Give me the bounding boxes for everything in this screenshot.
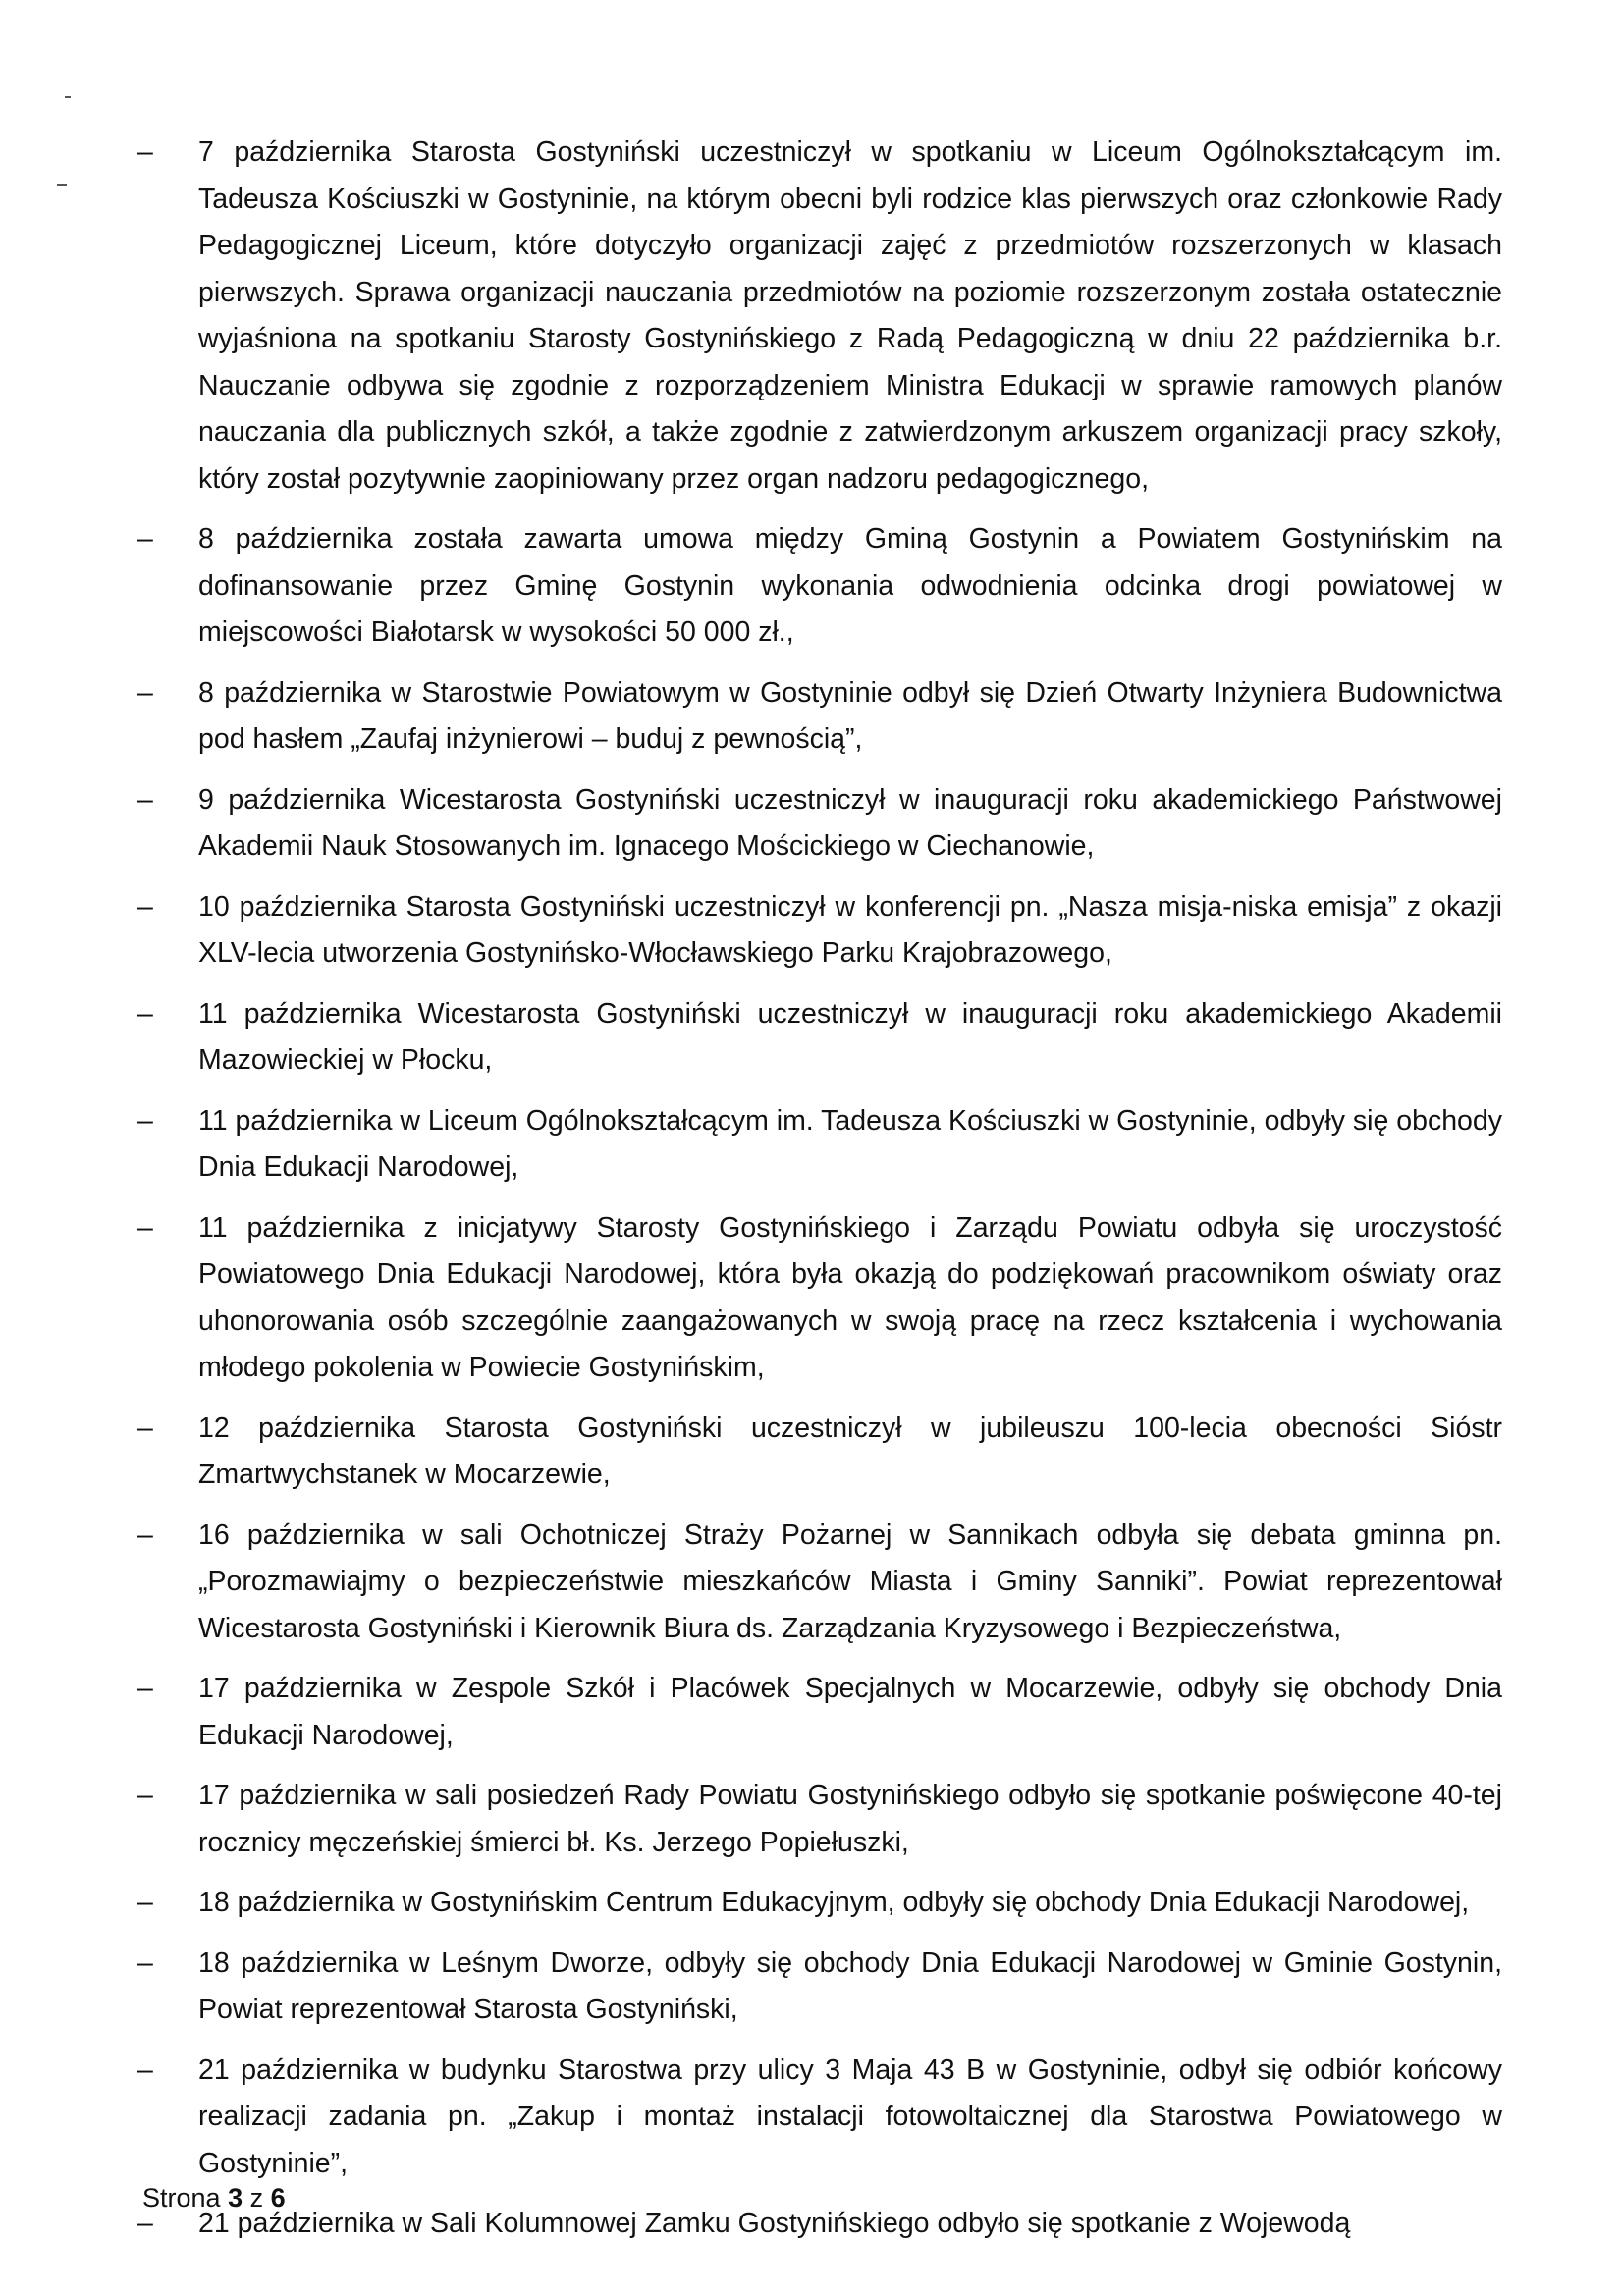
list-item-text: 11 października z inicjatywy Starosty Gostynińskiego i Zarządu Powiatu odbyła się uroczystość Powiatowego Dnia Edukacji Narodowej, która była okazją do podziękowań pracownikom oświaty oraz uhonorowania osób szczególnie zaangażowanych w swoją pracę na rzecz kształcenia i wychowania młodego pokolenia w Powiecie Gostynińskim, (198, 1211, 1502, 1383)
list-item-text: 8 października została zawarta umowa między Gminą Gostynin a Powiatem Gostynińskim na dofinansowanie przez Gminę Gostynin wykonania odwodnienia odcinka drogi powiatowej w miejscowości Białotarsk w wysokości 50 000 zł., (198, 523, 1502, 648)
scan-mark (57, 184, 67, 186)
list-item (137, 1941, 1502, 2034)
list-dash: – (137, 890, 153, 923)
footer-label: Strona (142, 2183, 221, 2213)
list-item-text: 18 października w Leśnym Dworze, odbyły się obchody Dnia Edukacji Narodowej w Gminie Gostynin, Powiat reprezentował Starosta Gostyniński, (198, 1947, 1502, 2025)
list-item (137, 991, 1502, 1085)
list-item-text: 7 października Starosta Gostyniński uczestniczył w spotkaniu w Liceum Ogólnokształcącym im. Tadeusza Kościuszki w Gostyninie, na którym obecni byli rodzice klas pierwszych oraz członkowie Rady Pedagogicznej Liceum, które dotyczyło organizacji zajęć z przedmiotów rozszerzonych w klasach pierwszych. Sprawa organizacji nauczania przedmiotów na poziomie rozszerzonym została ostatecznie wyjaśniona na spotkaniu Starosty Gostynińskiego z Radą Pedagogiczną w dniu 22 października b.r. Nauczanie odbywa się zgodnie z rozporządzeniem Ministra Edukacji w sprawie ramowych planów nauczania dla publicznych szkół, a także zgodnie z zatwierdzonym arkuszem organizacji pracy szkoły, który został pozytywnie zaopiniowany przez organ nadzoru pedagogicznego, (198, 136, 1502, 495)
list-item (137, 1773, 1502, 1866)
list-dash: – (137, 676, 153, 709)
list-item-text: 16 października w sali Ochotniczej Straży Pożarnej w Sannikach odbyła się debata gminna pn. „Porozmawiajmy o bezpieczeństwie mieszkańców Miasta i Gminy Sanniki”. Powiat reprezentował Wicestarosta Gostyniński i Kierownik Biura ds. Zarządzania Kryzysowego i Bezpieczeństwa, (198, 1519, 1502, 1644)
list-item (137, 1513, 1502, 1653)
list-item-text: 8 października w Starostwie Powiatowym w Gostyninie odbył się Dzień Otwarty Inżyniera Budownictwa pod hasłem „Zaufaj inżynierowi – buduj z pewnością”, (198, 676, 1502, 755)
list-dash: – (137, 1412, 153, 1444)
list-dash: – (137, 997, 153, 1030)
list-dash: – (137, 2208, 153, 2239)
list-item (137, 1406, 1502, 1499)
page-footer (142, 2182, 286, 2214)
list-dash: – (137, 1211, 153, 1244)
list-item-text: 17 października w sali posiedzeń Rady Powiatu Gostynińskiego odbyło się spotkanie poświęcone 40-tej rocznicy męczeńskiej śmierci bł. Ks. Jerzego Popiełuszki, (198, 1780, 1502, 1858)
list-dash: – (137, 2054, 153, 2086)
list-item-text: 9 października Wicestarosta Gostyniński uczestniczył w inauguracji roku akademickiego Państwowej Akademii Nauk Stosowanych im. Ignacego Mościckiego w Ciechanowie, (198, 783, 1502, 862)
list-dash: – (137, 1780, 153, 1811)
list-item-text: 10 października Starosta Gostyniński uczestniczył w konferencji pn. „Nasza misja-niska emisja” z okazji XLV-lecia utworzenia Gostynińsko-Włocławskiego Parku Krajobrazowego, (198, 890, 1502, 969)
list-item-text: 21 października w budynku Starostwa przy ulicy 3 Maja 43 B w Gostyninie, odbył się odbiór końcowy realizacji zadania pn. „Zakup i montaż instalacji fotowoltaicznej dla Starostwa Powiatowego w Gostyninie”, (198, 2054, 1502, 2179)
list-dash: – (137, 1104, 153, 1137)
list-item (137, 1205, 1502, 1392)
scan-mark (65, 96, 71, 98)
list-dash: – (137, 1673, 153, 1704)
list-dash: – (137, 1887, 153, 1918)
list-item-text: 17 października w Zespole Szkół i Placówek Specjalnych w Mocarzewie, odbyły się obchody Dnia Edukacji Narodowej, (198, 1673, 1502, 1751)
list-item-text: 11 października Wicestarosta Gostyniński uczestniczył w inauguracji roku akademickiego Akademii Mazowieckiej w Płocku, (198, 997, 1502, 1076)
footer-page-number: 3 (228, 2183, 243, 2213)
footer-separator: z (249, 2183, 264, 2213)
list-item-text: 18 października w Gostynińskim Centrum Edukacyjnym, odbyły się obchody Dnia Edukacji Narodowej, (198, 1887, 1470, 1918)
list-dash: – (137, 136, 153, 168)
list-dash: – (137, 523, 153, 555)
list-item (137, 1666, 1502, 1759)
list-item (137, 2201, 1502, 2248)
event-list (137, 130, 1502, 2262)
list-dash: – (137, 1947, 153, 1979)
list-item-text: 11 października w Liceum Ogólnokształcącym im. Tadeusza Kościuszki w Gostyninie, odbyły się obchody Dnia Edukacji Narodowej, (198, 1104, 1502, 1183)
list-item (137, 670, 1502, 764)
list-item (137, 2048, 1502, 2188)
list-item (137, 1098, 1502, 1192)
list-dash: – (137, 783, 153, 816)
list-item-text: 12 października Starosta Gostyniński uczestniczył w jubileuszu 100-lecia obecności Sióstr Zmartwychstanek w Mocarzewie, (198, 1412, 1502, 1490)
list-item-text: 21 października w Sali Kolumnowej Zamku Gostynińskiego odbyło się spotkanie z Wojewodą (198, 2208, 1351, 2239)
list-item (137, 130, 1502, 503)
footer-page-total: 6 (270, 2183, 286, 2213)
list-item (137, 884, 1502, 978)
list-item (137, 516, 1502, 657)
list-item (137, 1880, 1502, 1927)
list-dash: – (137, 1519, 153, 1551)
list-item (137, 777, 1502, 871)
